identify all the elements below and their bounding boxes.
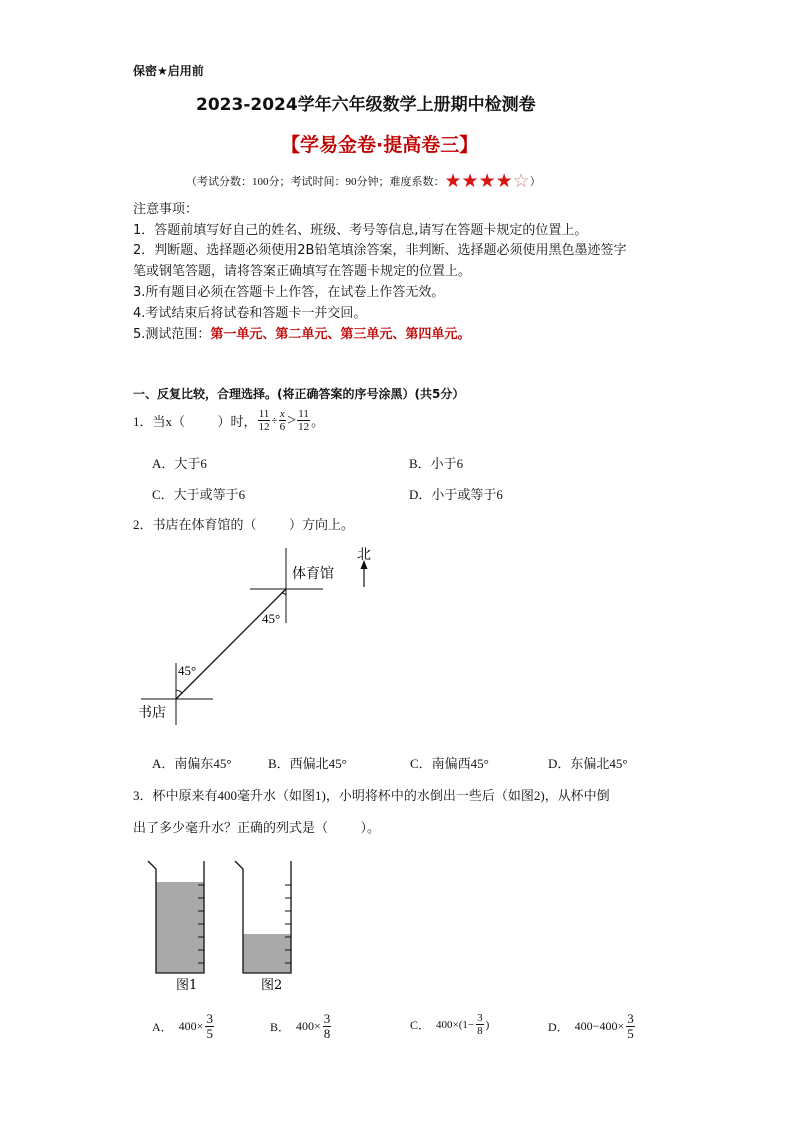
q2-stem: 2．书店在体育馆的（ ）方向上。	[133, 517, 355, 532]
notice-item-5	[133, 323, 470, 342]
scope-value: 第一单元、第二单元、第三单元、第四单元。	[210, 327, 471, 342]
difficulty-stars	[445, 171, 530, 192]
section-1-title: 一、反复比较，合理选择。(将正确答案的序号涂黑）(共5分）	[133, 387, 465, 401]
q3-d-num: 3	[627, 1011, 634, 1026]
notice-item-1: 1．答题前填写好自己的姓名、班级、考号等信息,请写在答题卡规定的位置上。	[133, 223, 588, 238]
q1-fraction-1	[258, 408, 271, 433]
q3-option-a[interactable]	[152, 1012, 216, 1041]
exam-info-close: ）	[529, 176, 541, 188]
q1-f2-num: x	[279, 408, 285, 420]
q3-option-a-expr: 400×	[178, 1019, 204, 1033]
q1-fraction-3	[297, 408, 310, 433]
q1-op-greater: >	[287, 411, 297, 429]
store-label: 书店	[138, 705, 166, 721]
notice-item-2: 2．判断题、选择题必须使用2B铅笔填涂答案，非判断、选择题必须使用黑色墨迹签字	[133, 243, 627, 258]
q2-option-c[interactable]: C．南偏西45°	[410, 756, 489, 771]
north-label: 北	[357, 547, 371, 563]
q1-f3-den: 12	[298, 421, 310, 433]
q3-d-den: 5	[627, 1026, 634, 1041]
angle-label-top: 45°	[262, 611, 281, 626]
q3-option-c-close: )	[485, 1018, 490, 1031]
q1-fraction-2	[279, 408, 287, 433]
q3-b-num: 3	[323, 1011, 331, 1026]
q3-option-c-fraction	[476, 1012, 484, 1037]
beaker-2-water	[243, 934, 291, 973]
q1-suffix: 。	[311, 414, 325, 429]
empty-star-icon: ☆	[512, 171, 530, 192]
q3-option-c[interactable]	[410, 1012, 489, 1037]
q1-op-divide: ÷	[271, 414, 278, 427]
figure-1-label: 图1	[176, 978, 198, 993]
q3-option-d-expr: 400−400×	[574, 1019, 625, 1033]
q1-option-a[interactable]: A．大于6	[152, 456, 207, 471]
q3-option-b-label: B．	[270, 1020, 291, 1034]
q3-a-den: 5	[206, 1026, 213, 1041]
q2-option-d[interactable]: D．东偏北45°	[548, 756, 628, 771]
q3-option-d-fraction	[626, 1012, 635, 1041]
confidential-label: 保密★启用前	[133, 64, 204, 78]
q3-option-c-label: C．	[410, 1018, 431, 1032]
q3-option-d[interactable]	[548, 1012, 637, 1041]
q1-prefix: 1．当x（ ）时，	[133, 414, 257, 429]
q3-b-den: 8	[323, 1026, 331, 1041]
q3-option-a-label: A．	[152, 1020, 173, 1034]
q3-a-num: 3	[206, 1011, 213, 1026]
exam-subtitle: 【学易金卷·提高卷三】	[281, 134, 479, 156]
q3-c-den: 8	[477, 1025, 483, 1037]
q1-f1-den: 12	[258, 421, 270, 433]
notice-item-3: 3.所有题目必须在答题卡上作答，在试卷上作答无效。	[133, 285, 445, 300]
q1-stem	[133, 408, 324, 433]
q1-f2-den: 6	[279, 421, 286, 433]
notice-item-4: 4.考试结束后将试卷和答题卡一并交回。	[133, 306, 367, 321]
q3-option-b-expr: 400×	[296, 1019, 321, 1033]
q3-option-a-fraction	[205, 1012, 214, 1041]
notice-item-2-cont: 笔或钢笔答题，请将答案正确填写在答题卡规定的位置上。	[133, 264, 472, 279]
angle-label-bottom: 45°	[178, 663, 197, 678]
q3-option-b-fraction	[323, 1012, 332, 1041]
q3-c-num: 3	[477, 1012, 483, 1024]
q3-option-b[interactable]	[270, 1012, 333, 1041]
exam-title: 2023-2024学年六年级数学上册期中检测卷	[196, 95, 536, 115]
q3-beaker-figures	[140, 855, 320, 995]
route-line	[176, 589, 286, 699]
q3-option-d-label: D．	[548, 1020, 569, 1034]
notice-heading: 注意事项：	[133, 202, 199, 217]
q3-option-c-expr: 400×(1−	[436, 1018, 475, 1031]
store-angle-arc	[176, 690, 182, 693]
q1-option-c[interactable]: C．大于或等于6	[152, 487, 246, 502]
figure-2-label: 图2	[261, 978, 283, 993]
q3-stem-line-2: 出了多少毫升水？正确的列式是（ ）。	[133, 820, 381, 835]
q2-option-b[interactable]: B．西偏北45°	[268, 756, 347, 771]
scope-label: 5.测试范围：	[133, 327, 211, 342]
q1-f1-num: 11	[258, 408, 270, 420]
q2-option-a[interactable]: A．南偏东45°	[152, 756, 232, 771]
beaker-1-water	[156, 882, 204, 973]
q3-stem-line-1: 3．杯中原来有400毫升水（如图1)，小明将杯中的水倒出一些后（如图2)，从杯中倒	[133, 788, 610, 803]
exam-info	[186, 170, 541, 193]
q1-f3-num: 11	[298, 408, 309, 420]
filled-stars-icon: ★★★★	[444, 171, 513, 192]
exam-info-text: （考试分数：100分；考试时间：90分钟；难度系数：	[186, 176, 445, 188]
q1-option-b[interactable]: B．小于6	[409, 456, 464, 471]
q1-option-d[interactable]: D．小于或等于6	[409, 487, 503, 502]
q2-direction-diagram	[135, 545, 395, 725]
gym-label: 体育馆	[292, 566, 334, 582]
